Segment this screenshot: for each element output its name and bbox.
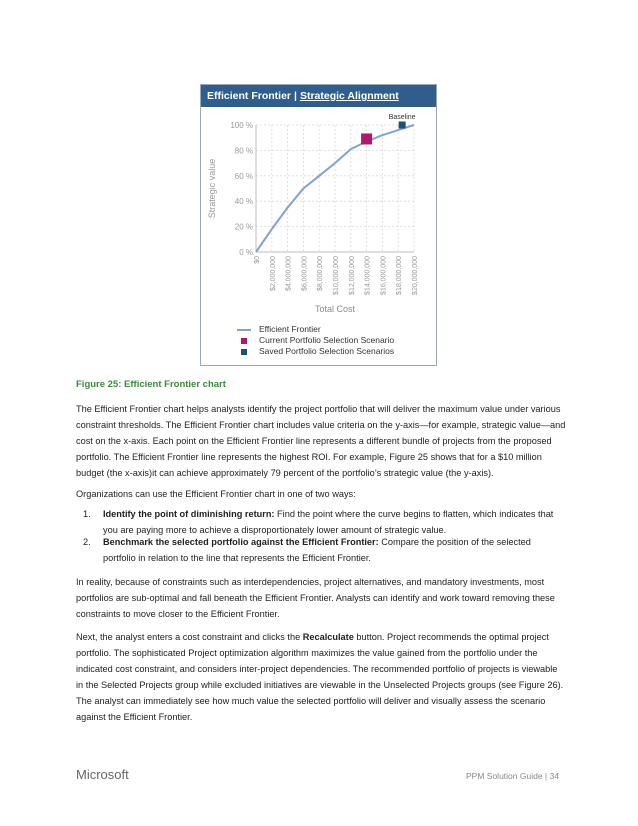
legend-item-saved-scenarios	[237, 346, 394, 357]
x-axis-title: Total Cost	[314, 304, 356, 314]
paragraph-text: Next, the analyst enters a cost constraint and clicks the	[76, 632, 303, 642]
legend-label: Saved Portfolio Selection Scenarios	[259, 346, 395, 356]
y-tick-label: 20 %	[234, 222, 253, 232]
microsoft-logo: Microsoft	[76, 767, 129, 782]
x-tick-label: $2,000,000	[269, 256, 277, 292]
paragraph-constraints: In reality, because of constraints such as interdependencies, project alternatives, and mandatory investments, most portfolios are sub-optimal and fall beneath the Efficient Frontier. Analysts can identify and work toward removing these constraints to move closer to the Efficient Frontier.	[76, 577, 555, 619]
paragraph-recalculate	[76, 629, 566, 725]
efficient-frontier-chart	[201, 107, 436, 322]
chart-header-separator: |	[294, 90, 297, 102]
list-item-heading: Benchmark the selected portfolio against the Efficient Frontier:	[103, 537, 379, 547]
x-tick-label: $12,000,000	[348, 256, 356, 295]
y-tick-label: 60 %	[234, 171, 253, 181]
strategic-alignment-link[interactable]: Strategic Alignment	[299, 90, 399, 102]
paragraph-intro: The Efficient Frontier chart helps analysts identify the project portfolio that will deliver the maximum value under various constraint thresholds. The Efficient Frontier chart includes value criteria on the y-axis—for example, strategic value—and cost on the x-axis. Each point on the Efficient Frontier line represents a different bundle of projects from the proposed portfolio. The Efficient Frontier line represents the highest ROI. For example, Figure 25 shows that for a $10 million budget (the x-axis)it can achieve approximately 79 percent of the portfolio’s strategic value (the y-axis).	[76, 404, 566, 478]
footer-page-number: PPM Solution Guide | 34	[466, 771, 559, 781]
efficient-frontier-line	[256, 125, 414, 252]
chart-header	[201, 85, 436, 107]
y-tick-label: 80 %	[234, 146, 253, 156]
list-item-text: Compare the position of the selected portfolio in relation to the line that represents the Efficient Frontier.	[103, 537, 531, 563]
list-item-text: Find the point where the curve begins to flatten, which indicates that you are paying more to achieve a disproportionately lower amount of strategic value.	[103, 509, 554, 535]
x-tick-label: $14,000,000	[364, 256, 372, 295]
x-tick-label: $0	[254, 256, 261, 264]
y-tick-label: 100 %	[230, 121, 253, 130]
y-tick-label: 40 %	[234, 197, 253, 207]
y-axis-title: Strategic value	[207, 158, 217, 219]
x-tick-label: $4,000,000	[285, 256, 293, 292]
chart-header-title: Efficient Frontier	[207, 90, 292, 102]
saved-scenario-marker	[399, 122, 406, 129]
figure-caption: Figure 25: Efficient Frontier chart	[76, 379, 226, 390]
x-tick-label: $18,000,000	[396, 256, 404, 295]
legend-line-swatch	[237, 329, 251, 331]
legend-label: Efficient Frontier	[259, 324, 321, 334]
legend-square-swatch	[241, 338, 247, 344]
current-scenario-marker	[361, 133, 372, 144]
point-label: Baseline	[388, 114, 416, 121]
x-tick-label: $10,000,000	[333, 256, 340, 295]
x-tick-label: $8,000,000	[317, 256, 325, 292]
list-number: 1.	[83, 509, 91, 519]
legend-label: Current Portfolio Selection Scenario	[259, 335, 395, 345]
paragraph-text: button. Project recommends the optimal project portfolio. The sophisticated Project optimization algorithm maximizes the value gained from the portfolio under the indicated cost constraint, and considers inter-project dependencies. The recommended portfolio of projects is viewable in the Selected Projects group while excluded initiatives are viewable in the Unselected Projects groups (see Figure 26). The analyst can immediately see how much value the selected portfolio will deliver and visually assess the scenario against the Efficient Frontier.	[76, 632, 564, 722]
y-tick-label: 0 %	[239, 248, 253, 257]
efficient-frontier-chart-panel	[200, 84, 437, 366]
x-tick-label: $20,000,000	[412, 256, 419, 295]
recalculate-term: Recalculate	[302, 632, 354, 642]
legend-square-swatch	[241, 349, 247, 355]
list-item-benchmark	[76, 534, 566, 566]
legend-item-current-scenario	[237, 335, 394, 346]
chart-legend	[237, 324, 394, 357]
list-number: 2.	[83, 537, 91, 547]
legend-item-efficient-frontier	[237, 324, 394, 335]
paragraph-two-ways: Organizations can use the Efficient Frontier chart in one of two ways:	[76, 489, 356, 499]
list-item-heading: Identify the point of diminishing return:	[103, 509, 275, 519]
x-tick-label: $16,000,000	[380, 256, 388, 295]
x-tick-label: $6,000,000	[301, 256, 309, 292]
